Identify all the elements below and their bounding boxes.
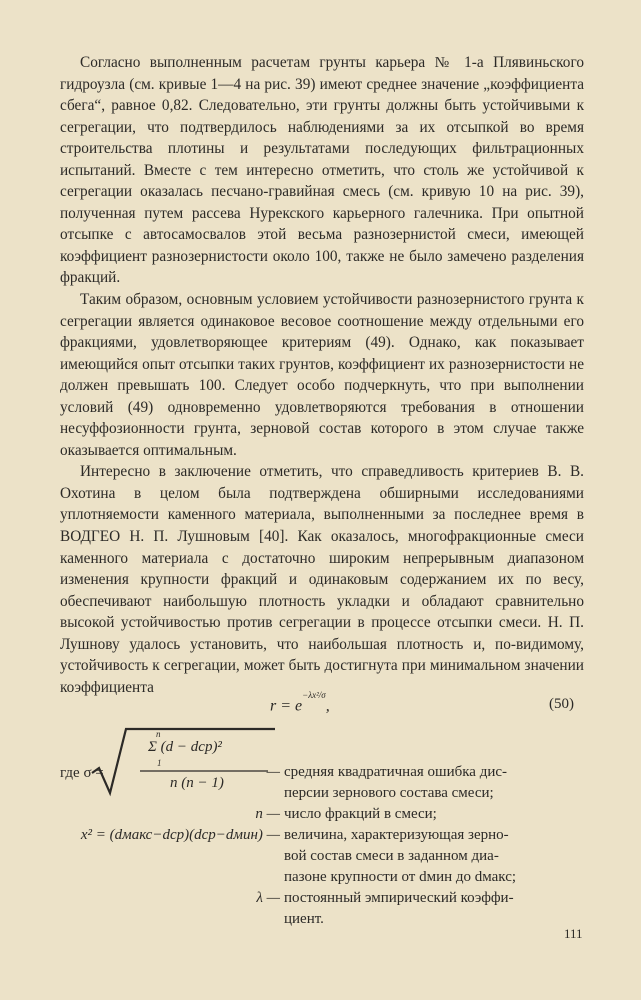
sigma-numerator: Σ (d − dср)² (148, 739, 222, 755)
formula-lhs: r = e (270, 697, 303, 715)
sigma-denominator: n (n − 1) (170, 775, 224, 791)
sum-lower-limit: 1 (157, 758, 162, 768)
paragraph-3: Интересно в заключение отметить, что справедливость критериев В. В. Охотина в целом была подтверждена обширными исследованиями уплотняемости каменного материала, выполненными за последнее время в ВОДГЕО Н. П. Лушновым [40]. Как оказалось, многофракционные смеси каменного материала с достаточно широким непрерывным диапазоном изменения крупности фракций и одинаковым содержанием их по весу, обеспечивают наибольшую плотность укладки и обладают сравнительно высокой устойчивостью против сегрегации в процессе отсыпки смеси. Н. П. Лушнову удалось установить, что наибольшая плотность и, по-видимому, устойчивость к сегрегации, может быть достигнута при минимальном значении коэффициента (60, 463, 584, 696)
paragraph-2: Таким образом, основным условием устойчивости разнозернистого грунта к сегрегации является одинаковое весовое соотношение между отдельными его фракциями, удовлетворяющее критериям (49). Однако, как показывает имеющийся опыт отсыпки таких грунтов, коэффициент их разнозернистости не должен превышать 100. Следует особо подчеркнуть, что при выполнении условий (49) одновременно удовлетворяются требования в отношении несуффозионности грунта, зерновой состав которого в этом случае также оказывается оптимальным. (60, 291, 584, 459)
equation-number: (50) (549, 696, 574, 712)
formula-comma: , (325, 697, 330, 715)
paragraph-1: Согласно выполненным расчетам грунты карьера № 1-а Плявиньского гидроузла (см. кривые 1—4 на рис. 39) имеют среднее значение „коэффициента сбега“, равное 0,82. Следовательно, эти грунты должны быть устойчивыми к сегрегации, что подтвердилось наблюдениями за их отсыпкой во время строительства плотины и результатами последующих фильтрационных испытаний. Вместе с тем интересно отметить, что столь же устойчивой к сегрегации оказалась песчано-гравийная смесь (см. кривую 10 на рис. 39), полученная путем рассева Нурекского карьерного галечника. При опытной отсыпке с автосамосвалов этой весьма разнозернистой смеси, имеющей коэффициент разнозернистости около 100, также не было замечено разделения фракций. (60, 54, 584, 287)
body-text (60, 52, 584, 698)
where-label: где σ = (60, 765, 104, 781)
sigma-formula (90, 727, 290, 795)
page-number: 111 (564, 926, 583, 941)
sum-upper-limit: n (156, 729, 161, 739)
formula-exponent: −λx²/σ (302, 690, 326, 700)
book-page: Согласно выполненным расчетам грунты карьера № 1-а Плявиньского гидроузла (см. кривые 1—4 на рис. 39) имеют среднее значение „коэффициента сбега“, равное 0,82. Следовательно, эти грунты должны быть устойчивыми к сегрегации, что подтвердилось наблюдениями за их отсыпкой во время строительства плотины и результатами последующих фильтрационных испытаний. Вместе с тем интересно отметить, что столь же устойчивой к сегрегации оказалась песчано-гравийная смесь (см. кривую 10 на рис. 39), полученная путем рассева Нурекского карьерного галечника. При опытной отсыпке с автосамосвалов этой весьма разнозернистой смеси, имеющей коэффициент разнозернистости около 100, также не было замечено разделения фракций. Таким образом, основным условием устойчивости разнозернистого грунта к сегрегации является одинаковое весовое соотношение между отдельными его фракциями, удовлетворяющее критериям (49). Однако, как показывает имеющийся опыт отсыпки таких грунтов, коэффициент их разнозернистости не должен превышать 100. Следует особо подчеркнуть, что при выполнении условий (49) одновременно удовлетворяются требования в отношении несуффозионности грунта, зерновой состав которого в этом случае также оказывается оптимальным. Интересно в заключение отметить, что справедливость критериев В. В. Охотина в целом была подтверждена обширными исследованиями уплотняемости каменного материала, выполненными за последнее время в ВОДГЕО Н. П. Лушновым [40]. Как оказалось, многофракционные смеси каменного материала с достаточно широким непрерывным диапазоном изменения крупности фракций и одинаковым содержанием их по весу, обеспечивают наибольшую плотность укладки и обладают сравнительно высокой устойчивостью против сегрегации в процессе отсыпки смеси. Н. П. Лушнову удалось установить, что наибольшая плотность и, по-видимому, устойчивость к сегрегации, может быть достигнута при минимальном значении коэффициента $r = e^{-\lambda x^2/\sigma}$, (50) где σ = n 1 Σ (d − dср)² n (n − 1) — средняя квадратичная ошибка дис- персии зернового состава смеси; n — число фракций в смеси; x² = (dмакс−dср)(dср−dмин) — величина, характеризующая зерно- вой состав смеси в заданном диа- пазоне крупности от dмин до dмакс; λ — постоянный эмпирический коэффи- циент. 111 (60, 54, 584, 941)
